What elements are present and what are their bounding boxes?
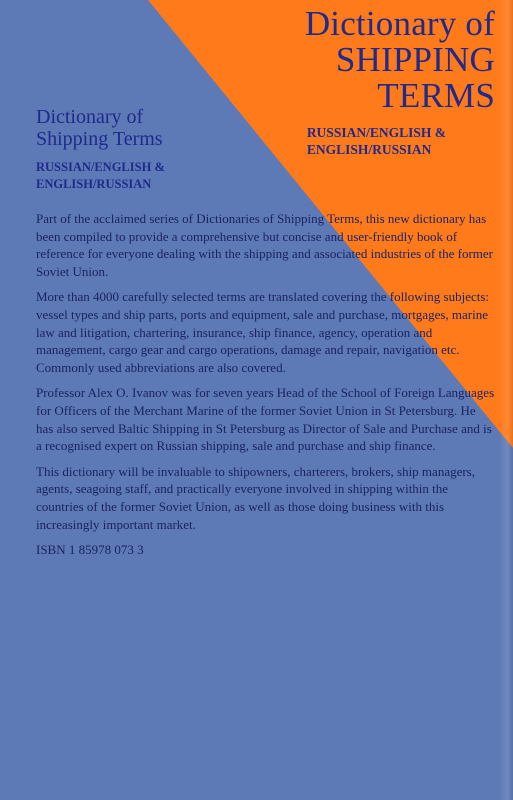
cover-subtitle-line-2: ENGLISH/RUSSIAN — [306, 142, 432, 157]
cover-title-line-2: SHIPPING — [335, 40, 495, 79]
cover-subtitle-line-1: RUSSIAN/ENGLISH & — [306, 125, 446, 140]
cover-title-line-3: TERMS — [377, 76, 495, 115]
blurb-paragraph-intro: Part of the acclaimed series of Dictionaries of Shipping Terms, this new dictionary has been compiled to provide a comprehensive but concise and user-friendly book of reference for everyone dealing with the shipping and associated industries of the former Soviet Union. — [36, 211, 493, 279]
small-title-line-1: Dictionary of — [36, 106, 144, 128]
blurb-text — [36, 210, 496, 559]
blurb-paragraph-author: Professor Alex O. Ivanov was for seven years Head of the School of Foreign Languages for Officers of the Merchant Marine of the former Soviet Union in St Petersburg. He has also served Baltic Shipping in St Petersburg as Director of Sale and Purchase and is a recognised expert on Russian shipping, sale and purchase and ship finance. — [36, 385, 495, 454]
cover-title — [305, 6, 495, 114]
blurb-paragraph-coverage: More than 4000 carefully selected terms are translated covering the following subjects: vessel types and ship parts, ports and equipment, sale and purchase, mortgages, marine law and litigation, chartering, insurance, ship finance, agency, operation and management, cargo gear and cargo operations, damage and repair, navigation etc. Commonly used abbreviations are also covered. — [36, 289, 490, 375]
small-title-line-2: Shipping Terms — [36, 128, 163, 150]
small-title — [36, 106, 165, 150]
small-subtitle-line-1: RUSSIAN/ENGLISH & — [36, 160, 165, 174]
cover-title-line-1: Dictionary of — [304, 4, 495, 43]
blurb-paragraph-audience: This dictionary will be invaluable to shipowners, charterers, brokers, ship managers, agents, seagoing staff, and practically everyone involved in shipping within the countries of the former Soviet Union, as well as those doing business with this increasingly important market. — [36, 463, 475, 532]
small-subtitle — [36, 159, 165, 193]
small-title-block — [36, 106, 165, 193]
cover-subtitle — [305, 124, 495, 158]
isbn-number: ISBN 1 85978 073 3 — [36, 542, 144, 558]
spine-edge-shading — [499, 0, 513, 800]
small-subtitle-line-2: ENGLISH/RUSSIAN — [36, 177, 152, 191]
cover-title-block — [305, 6, 495, 158]
